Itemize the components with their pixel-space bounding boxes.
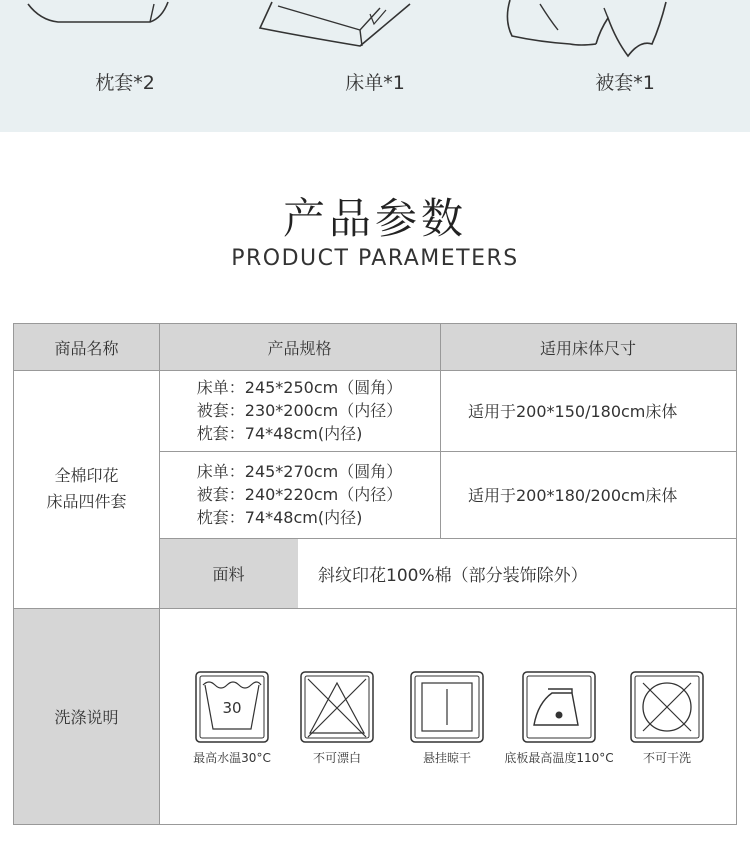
spec-line: 枕套：74*48cm(内径) (196, 424, 363, 443)
pillowcase-icon (0, 0, 250, 60)
no-dry-clean-icon (630, 671, 704, 743)
care-item-no-dry-clean (612, 671, 722, 766)
pillowcase-item (0, 0, 250, 132)
header-bed-size: 适用床体尺寸 (440, 324, 736, 370)
care-item-label: 底板最高温度110°C (504, 751, 614, 765)
product-name-cell (14, 370, 159, 608)
column-divider (159, 324, 160, 824)
spec-line: 被套：230*200cm（内径） (196, 401, 403, 420)
care-item-wash (177, 671, 287, 766)
spec-line: 被套：240*220cm（内径） (196, 485, 403, 504)
duvet-cover-item (500, 0, 750, 132)
top-band (0, 0, 750, 132)
care-item-no-bleach (282, 671, 392, 766)
top-label-pillowcase: 枕套*2 (95, 72, 155, 94)
bed-size-cell-row-2: 适用于200*180/200cm床体 (468, 486, 678, 505)
bedsheet-item (250, 0, 500, 132)
fabric-label: 面料 (159, 538, 298, 608)
parameters-table (13, 323, 737, 825)
product-name-line: 全棉印花 (54, 466, 119, 485)
top-label-bedsheet: 床单*1 (345, 72, 405, 94)
spec-line: 床单：245*250cm（圆角） (196, 378, 403, 397)
header-product-name: 商品名称 (14, 324, 159, 370)
care-item-label: 不可干洗 (642, 751, 691, 765)
section-title: 产品参数 (282, 194, 467, 243)
wash-30-icon (195, 671, 269, 743)
care-label: 洗涤说明 (14, 608, 159, 824)
product-name-line: 床品四件套 (46, 492, 127, 511)
row-divider (14, 370, 736, 371)
no-bleach-icon (300, 671, 374, 743)
spec-cell-row-2 (159, 451, 440, 538)
bedsheet-icon (250, 0, 500, 60)
care-item-label: 悬挂晾干 (422, 751, 471, 765)
top-label-duvet-cover: 被套*1 (595, 72, 655, 94)
care-item-line-dry (392, 671, 502, 766)
care-item-iron (504, 671, 614, 766)
spec-cell-row-1 (159, 370, 440, 451)
section-subtitle: PRODUCT PARAMETERS (231, 246, 519, 271)
row-divider (159, 538, 736, 539)
bed-size-cell-row-1: 适用于200*150/180cm床体 (468, 402, 678, 421)
iron-low-icon (522, 671, 596, 743)
header-spec: 产品规格 (159, 324, 440, 370)
care-item-label: 不可漂白 (312, 751, 361, 765)
column-divider (440, 324, 441, 538)
duvet-cover-icon (500, 0, 750, 60)
row-divider (14, 608, 736, 609)
row-divider (159, 451, 736, 452)
fabric-value: 斜纹印花100%棉（部分装饰除外） (318, 565, 588, 586)
spec-line: 枕套：74*48cm(内径) (196, 508, 363, 527)
wash-temp-text: 30 (222, 699, 242, 717)
line-dry-icon (410, 671, 484, 743)
spec-line: 床单：245*270cm（圆角） (196, 462, 403, 481)
care-item-label: 最高水温30°C (193, 751, 271, 765)
